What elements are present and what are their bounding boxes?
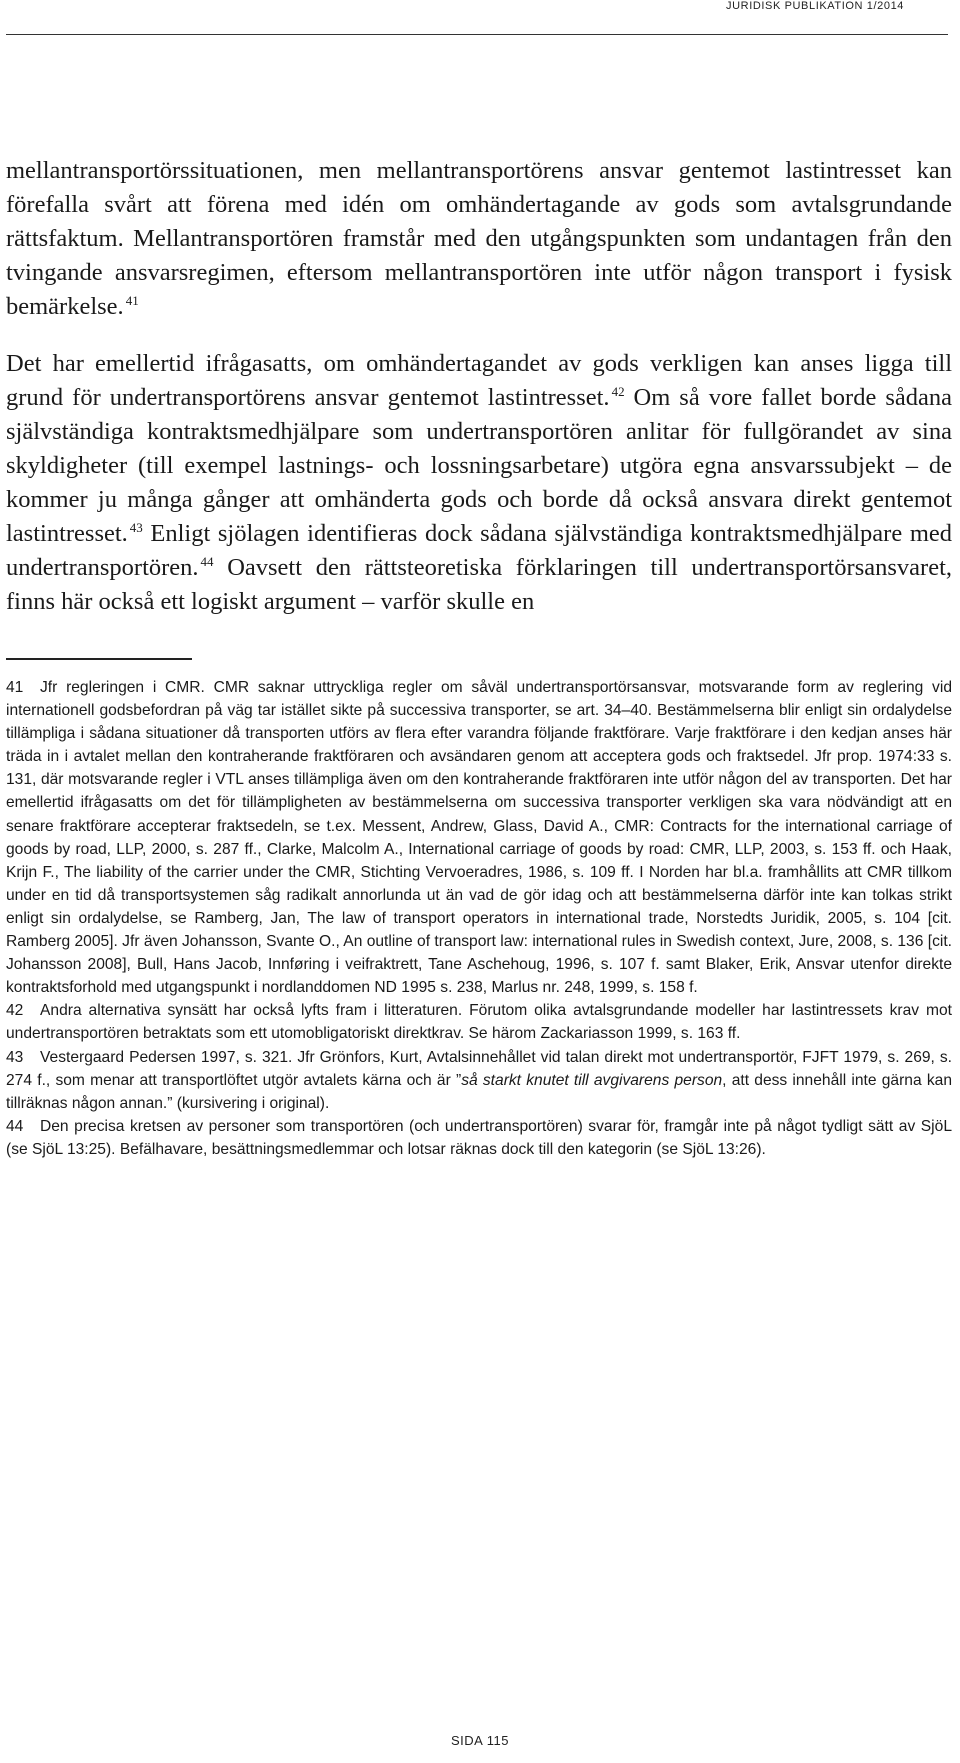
paragraph-2-text-d: Oavsett den rättsteoretiska förklaringen till undertransportörsansvaret, finns här också ett logiskt argument – varför skulle en [6, 554, 952, 615]
footnote-ref-44[interactable]: 44 [200, 553, 214, 569]
paragraph-2-text-a: Det har emellertid ifrågasatts, om omhändertagandet av gods verkligen kan anses ligga till grund för undertransportörens ansvar gentemot lastintresset. [6, 350, 952, 411]
paragraph-1 [6, 154, 952, 324]
footnote-italic-quote: så starkt knutet till avgivarens person [461, 1071, 723, 1089]
page-number: SIDA 115 [451, 1733, 509, 1748]
running-header: JURIDISK PUBLIKATION 1/2014 [726, 0, 904, 12]
footnote-text: Den precisa kretsen av personer som transportören (och undertransportören) svarar för, framgår inte på något tydligt sätt av SjöL (se SjöL 13:25). Befälhavare, besättningsmedlemmar och lotsar räknas dock till den kategorin (se SjöL 13:26). [6, 1117, 952, 1158]
footnote-text: Andra alternativa synsätt har också lyfts fram i litteraturen. Förutom olika avtalsgrundande modeller har lastintressets krav mot undertransportören betraktats som ett utomobligatoriskt direktkrav. Se härom Zackariasson 1999, s. 163 ff. [6, 1002, 952, 1043]
footnote-separator [6, 658, 192, 660]
footnote-41 [6, 676, 952, 999]
body-text [6, 154, 952, 619]
footnote-number: 41 [6, 679, 24, 696]
footnote-ref-42[interactable]: 42 [611, 383, 625, 399]
footnote-43 [6, 1046, 952, 1115]
footnote-text-b: , att dess innehåll inte gärna kan tillräknas någon annan.” (kursivering i original). [6, 1071, 952, 1112]
footnote-44 [6, 1115, 952, 1161]
footnote-ref-43[interactable]: 43 [129, 519, 143, 535]
paragraph-1-text: mellantransportörssituationen, men mellantransportörens ansvar gentemot lastintresset kan förefalla svårt att förena med idén om omhändertagande av gods som avtalsgrundande rättsfaktum. Mellantransportören framstår med den utgångspunkten som undantagen från den tvingande ansvarsregimen, eftersom mellantransportören inte utför någon transport i fysisk bemärkelse. [6, 157, 952, 320]
footnote-number: 42 [6, 1002, 24, 1020]
footnote-text: Jfr regleringen i CMR. CMR saknar uttryckliga regler om såväl undertransportörsansvar, motsvarande form av reglering vid internationell godsbefordran på väg tar istället sikte på successiva transporter, se art. 34–40. Bestämmelserna blir enligt sin ordalydelse tillämpliga i sådana situationer då transporten utförs av flera efter varandra följande fraktförare. Varje fraktförare i den kedjan anses här träda in i avtalet mellan den kontraherande fraktföraren och avsändaren genom att acceptera gods och fraktsedel. Jfr prop. 1974:33 s. 131, där motsvarande regler i VTL anses tillämpliga även om den kontraherande fraktföraren inte utför någon del av transporten. Det har emellertid ifrågasatts om det för tillämpligheten av bestämmelserna om successiva transporter verkligen ska vara nödvändigt att en senare fraktförare accepterar fraktsedeln, se t.ex. Messent, Andrew, Glass, David A., CMR: Contracts for the international carriage of goods by road, LLP, 2000, s. 287 ff., Clarke, Malcolm A., International carriage of goods by road: CMR, LLP, 2003, s. 153 ff. och Haak, Krijn F., The liability of the carrier under the CMR, Stichting Vervoeradres, 1986, s. 109 ff. I Norden har bl.a. framhållits att CMR tillkom under en tid då transportsystemen såg radikalt annorlunda ut än vad de gör idag och att bestämmelserna därför inte kan tolkas strikt enligt sin ordalydelse, se Ramberg, Jan, The law of transport operators in international trade, Norstedts Juridik, 2005, s. 104 [cit. Ramberg 2005]. Jfr även Johansson, Svante O., An outline of transport law: international rules in Swedish context, Jure, 2008, s. 136 [cit. Johansson 2008], Bull, Hans Jacob, Innføring i veifraktrett, Tane Aschehoug, 1996, s. 107 f. samt Blaker, Erik, Ansvar utenfor direkte kontraktsforhold med utgangspunkt i nordlanddomen ND 1995 s. 238, Marlus nr. 248, 1999, s. 158 f. [6, 679, 952, 997]
footnote-number: 43 [6, 1048, 24, 1066]
paragraph-2 [6, 347, 952, 619]
paragraph-2-text-b: Om så vore fallet borde sådana självständiga kontraktsmedhjälpare som undertransportören anlitar för fullgörandet av sina skyldigheter (till exempel lastnings- och lossningsarbetare) utgöra egna ansvarssubjekt – de kommer ju många gånger att omhänderta gods och borde då också ansvara direkt gentemot lastintresset. [6, 384, 952, 547]
footnote-42 [6, 999, 952, 1045]
paragraph-2-text-c: Enligt sjölagen identifieras dock sådana självständiga kontraktsmedhjälpare med undertransportören. [6, 520, 952, 581]
footnote-number: 44 [6, 1117, 24, 1135]
footnote-text-a: Vestergaard Pedersen 1997, s. 321. Jfr Grönfors, Kurt, Avtalsinnehållet vid talan direkt mot undertransportör, FJFT 1979, s. 269, s. 274 f., som menar att transportlöftet utgör avtalets kärna och är ” [6, 1048, 952, 1089]
header-rule [6, 34, 948, 35]
footnote-ref-41[interactable]: 41 [125, 292, 139, 308]
footnotes [6, 676, 952, 1161]
